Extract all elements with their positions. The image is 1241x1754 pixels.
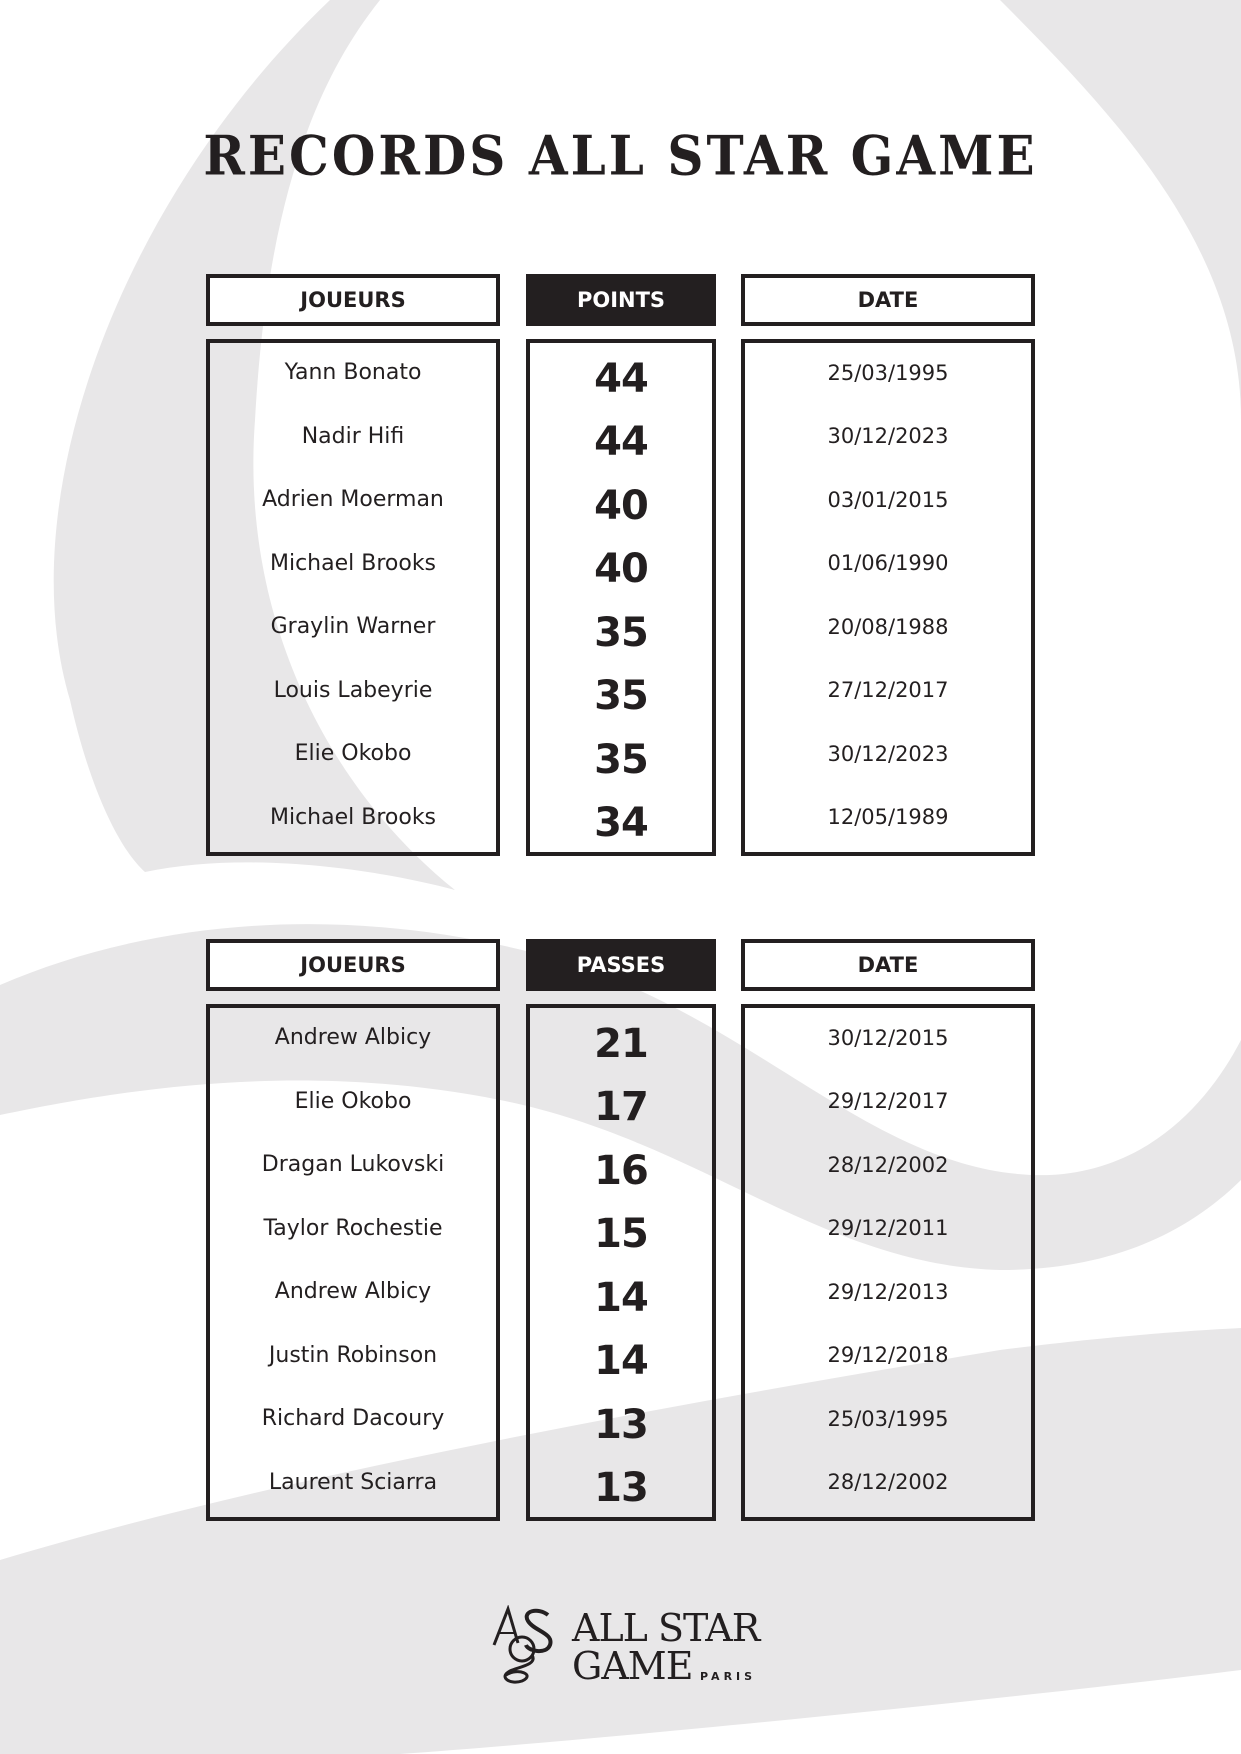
passes-value: 17 bbox=[594, 1084, 648, 1131]
player-name: Michael Brooks bbox=[269, 550, 437, 576]
points-value: 40 bbox=[594, 482, 648, 529]
logo-line1: ALL STAR bbox=[572, 1606, 760, 1650]
points-value: 44 bbox=[594, 355, 648, 402]
player-name: Andrew Albicy bbox=[274, 1279, 432, 1305]
record-date: 28/12/2002 bbox=[827, 1152, 949, 1177]
points-value: 34 bbox=[594, 800, 648, 847]
passes-value: 16 bbox=[594, 1147, 648, 1194]
record-date: 27/12/2017 bbox=[827, 678, 949, 703]
record-date: 29/12/2011 bbox=[827, 1216, 949, 1241]
header-date: DATE bbox=[741, 274, 1035, 326]
dates-column bbox=[741, 1004, 1035, 1521]
player-name: Dragan Lukovski bbox=[261, 1152, 445, 1178]
player-name: Elie Okobo bbox=[294, 741, 412, 767]
points-value: 40 bbox=[594, 546, 648, 593]
players-column bbox=[206, 1004, 500, 1521]
player-name: Elie Okobo bbox=[294, 1088, 412, 1114]
passes-records-table bbox=[0, 939, 1241, 1529]
player-name: Graylin Warner bbox=[270, 614, 436, 640]
record-date: 25/03/1995 bbox=[827, 360, 949, 385]
header-passes: PASSES bbox=[526, 939, 716, 991]
player-name: Michael Brooks bbox=[269, 804, 437, 830]
player-name: Justin Robinson bbox=[268, 1342, 438, 1368]
passes-value: 21 bbox=[594, 1020, 648, 1067]
record-date: 12/05/1989 bbox=[827, 805, 949, 830]
record-date: 30/12/2015 bbox=[827, 1025, 949, 1050]
player-name: Richard Dacoury bbox=[261, 1406, 445, 1432]
logo-line2: GAME bbox=[572, 1644, 693, 1688]
record-date: 25/03/1995 bbox=[827, 1406, 949, 1431]
all-star-game-logo bbox=[488, 1605, 768, 1688]
header-players: JOUEURS bbox=[206, 939, 500, 991]
passes-value: 14 bbox=[594, 1338, 648, 1385]
player-name: Taylor Rochestie bbox=[263, 1215, 443, 1241]
dates-column bbox=[741, 339, 1035, 856]
header-points: POINTS bbox=[526, 274, 716, 326]
record-date: 28/12/2002 bbox=[827, 1470, 949, 1495]
points-records-table bbox=[0, 274, 1241, 864]
points-column bbox=[526, 339, 716, 856]
record-date: 30/12/2023 bbox=[827, 741, 949, 766]
record-date: 30/12/2023 bbox=[827, 424, 949, 449]
players-column bbox=[206, 339, 500, 856]
player-name: Louis Labeyrie bbox=[273, 677, 433, 703]
player-name: Laurent Sciarra bbox=[268, 1469, 438, 1495]
logo-city: PARIS bbox=[700, 1670, 757, 1683]
record-date: 20/08/1988 bbox=[827, 614, 949, 639]
points-value: 35 bbox=[594, 736, 648, 783]
passes-value: 13 bbox=[594, 1465, 648, 1512]
points-value: 44 bbox=[594, 419, 648, 466]
player-name: Yann Bonato bbox=[284, 360, 422, 386]
passes-column bbox=[526, 1004, 716, 1521]
player-name: Nadir Hifi bbox=[301, 423, 405, 449]
record-date: 29/12/2017 bbox=[827, 1089, 949, 1114]
record-date: 03/01/2015 bbox=[827, 487, 949, 512]
record-date: 29/12/2018 bbox=[827, 1343, 949, 1368]
ags-monogram-icon bbox=[488, 1605, 560, 1685]
header-players: JOUEURS bbox=[206, 274, 500, 326]
page-title: RECORDS ALL STAR GAME bbox=[203, 123, 1038, 188]
passes-value: 15 bbox=[594, 1211, 648, 1258]
passes-value: 14 bbox=[594, 1274, 648, 1321]
record-date: 29/12/2013 bbox=[827, 1279, 949, 1304]
player-name: Andrew Albicy bbox=[274, 1025, 432, 1051]
passes-value: 13 bbox=[594, 1401, 648, 1448]
player-name: Adrien Moerman bbox=[262, 487, 444, 513]
header-date: DATE bbox=[741, 939, 1035, 991]
record-date: 01/06/1990 bbox=[827, 551, 949, 576]
points-value: 35 bbox=[594, 609, 648, 656]
points-value: 35 bbox=[594, 673, 648, 720]
